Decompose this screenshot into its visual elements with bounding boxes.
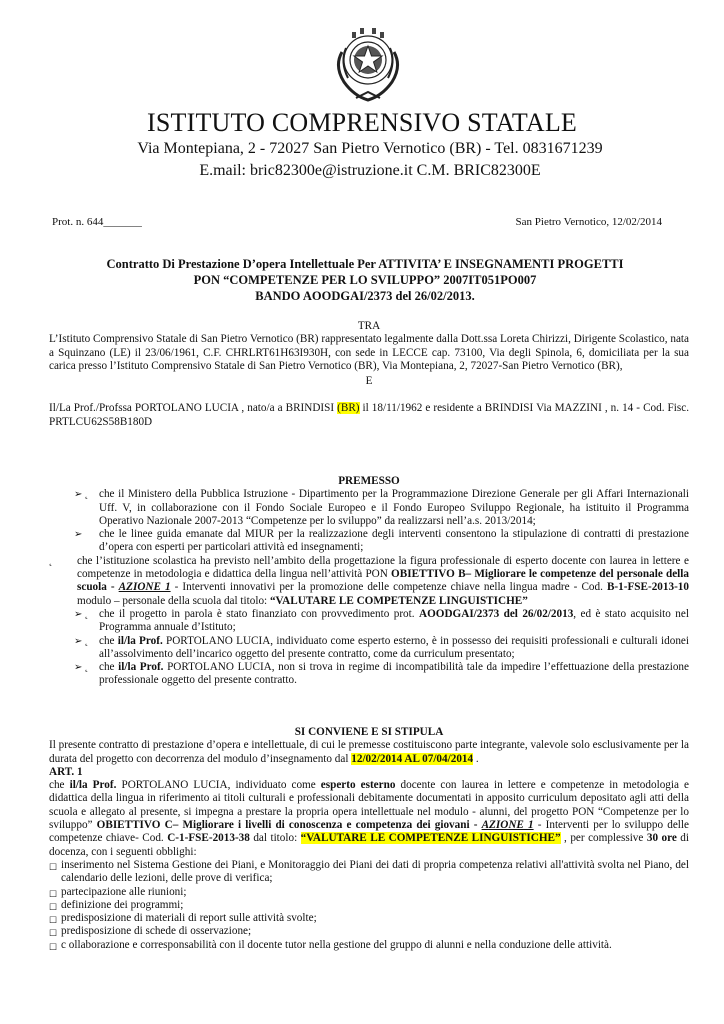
stipula-intro-a: Il presente contratto di prestazione d’opera e intellettuale, di cui le premesse costituiscono parte integrante, valevole solo esclusivamente per la durata del progetto con decorrenza del modulo d’insegnamento dal xyxy=(49,739,689,765)
premesso-item-6-a: che xyxy=(99,661,119,674)
list-item xyxy=(49,912,689,925)
list-item xyxy=(49,488,689,528)
article-text-h: - Interventi per lo sviluppo delle competenze chiave- Cod. xyxy=(49,819,689,845)
premesso-heading: PREMESSO xyxy=(338,475,400,487)
checkbox-icon: ☐ xyxy=(49,888,58,899)
checkbox-icon: ☐ xyxy=(49,901,58,912)
arrow-bullet-icon: ➢ ˛ xyxy=(74,662,89,674)
duty-text: inserimento nel Sistema Gestione dei Piani, e Monitoraggio dei Piani dei dati di propria competenza relativi all'attività svolta nel Piano, del calendario delle lezioni, delle prove di verifica; xyxy=(61,858,689,885)
article-heading: ART. 1 xyxy=(49,765,83,778)
article-text-a: che xyxy=(49,779,70,792)
contract-title-line2: PON “COMPETENZE PER LO SVILUPPO” 2007IT051PO007 xyxy=(193,273,537,287)
stipula-heading: SI CONVIENE E SI STIPULA xyxy=(294,726,444,738)
premesso-item-3-title: “VALUTARE LE COMPETENZE LINGUISTICHE” xyxy=(269,594,528,607)
article-text-azione: AZIONE 1 xyxy=(481,819,534,832)
duty-text: definizione dei programmi; xyxy=(61,898,184,911)
article-text-e: docente con laurea in lettere e competenze in metodologia e didattica della lingua in riferimento ai titoli culturali e professionali debitamente documentati in apposito curriculum depositato agli atti della scuola e allegato al presente, si impegna a prestare la propria opera intellettuale nel modulo - alunni, del progetto PON “Competenze per lo sviluppo” xyxy=(49,779,689,832)
article-text xyxy=(49,779,689,859)
premesso-item-6-c: PORTOLANO LUCIA, non si trova in regime di incompatibilità tale da impedire l’effettuazione della prestazione professionale oggetto del presente contratto. xyxy=(99,661,689,687)
article-text-objective: OBIETTIVO C– Migliorare i livelli di conoscenza e competenza dei giovani - xyxy=(96,819,482,832)
checkbox-icon: ☐ xyxy=(49,941,58,952)
article-text-l: , per complessive xyxy=(560,832,647,845)
list-item xyxy=(49,608,689,635)
arrow-bullet-icon: ➢ ˛ xyxy=(74,489,89,501)
premesso-item-6-b: il/la Prof. xyxy=(118,661,164,674)
premesso-item-5-a: che xyxy=(99,634,118,647)
expert-text-b: il 18/11/1962 e residente a BRINDISI Via MAZZINI , n. 14 - Cod. Fisc. PRTLCU62S58B180D xyxy=(49,402,689,428)
contract-title xyxy=(50,256,680,304)
protocol-number: Prot. n. 644_______ xyxy=(52,216,142,228)
expert-province-highlight: (BR) xyxy=(337,402,360,415)
premesso-item-3-d: - Interventi innovativi per la promozione delle competenze chiave nella lingua madre - Cod. xyxy=(170,581,607,594)
premesso-item-5-c: PORTOLANO LUCIA, individuato come esperto esterno, è in possesso dei requisiti professionali e culturali idonei all’assolvimento dell’incarico oggetto del presente contratto, come da curriculum presentato; xyxy=(99,634,689,660)
list-item xyxy=(49,859,689,886)
duty-text: partecipazione alle riunioni; xyxy=(61,885,187,898)
premesso-item-6 xyxy=(71,661,689,688)
stipula-intro-b: . xyxy=(473,752,479,765)
article-text-n: di docenza, con i seguenti obblighi: xyxy=(49,832,689,858)
list-item xyxy=(49,899,689,912)
list-item xyxy=(49,555,689,608)
arrow-bullet-icon: ➢ ˛ xyxy=(74,608,89,620)
contract-title-line3: BANDO AOODGAI/2373 del 26/02/2013. xyxy=(255,289,475,303)
checkbox-icon: ☐ xyxy=(49,928,58,939)
list-item xyxy=(49,661,689,688)
premesso-section xyxy=(49,475,689,688)
article-text-c: PORTOLANO LUCIA, individuato come xyxy=(116,779,321,792)
comma-bullet-icon: ˛ xyxy=(49,555,53,567)
place-date: San Pietro Vernotico, 12/02/2014 xyxy=(515,216,662,228)
premesso-item-3-azione: AZIONE 1 xyxy=(118,581,171,594)
premesso-item-2: che le linee guida emanate dal MIUR per la realizzazione degli interventi consentono la stipulazione di contratti di prestazione d’opera con esperti per particolari attività ed insegnamenti; xyxy=(99,528,689,554)
contract-title-line1: Contratto Di Prestazione D’opera Intellettuale Per ATTIVITA’ E INSEGNAMENTI PROGETTI xyxy=(106,257,624,271)
school-party-text: L’Istituto Comprensivo Statale di San Pietro Vernotico (BR) rappresentato legalmente dalla Dott.ssa Loreta Chirizzi, Dirigente Scolastico, nata a Squinzano (LE) il 23/06/1961, C.F. CHRLRT61H63I930H, con sede in LECCE cap. 73100, Via degli Spinola, 6, domiciliata per la sua carica presso l’Istituto Comprensivo Statale di San Pietro Vernotico (BR), Via Montepiana, 2, 72027-San Pietro Vernotico (BR), xyxy=(49,333,689,372)
premesso-item-3-a: che l’istituzione scolastica ha previsto nell’ambito della progettazione la figura professionale di esperto docente con laurea in lettere e competenze in metodologia e didattica della lingua nell’attività PON xyxy=(77,554,689,581)
institute-address: Via Montepiana, 2 - 72027 San Pietro Vernotico (BR) - Tel. 0831671239 xyxy=(137,140,603,157)
checkbox-icon: ☐ xyxy=(49,915,58,926)
duty-text: predisposizione di materiali di report sulle attività svolte; xyxy=(61,912,317,925)
italian-republic-emblem-icon xyxy=(330,22,406,106)
article-text-title: “VALUTARE LE COMPETENZE LINGUISTICHE” xyxy=(300,832,561,845)
article-text-hours: 30 ore xyxy=(646,832,677,845)
article-text-j: dal titolo: xyxy=(249,832,301,845)
list-item xyxy=(49,925,689,938)
premesso-item-3-objective: OBIETTIVO B– Migliorare le competenze del personale della scuola - xyxy=(77,568,689,594)
checkbox-icon: ☐ xyxy=(49,861,58,872)
premesso-item-3 xyxy=(71,555,689,608)
list-item xyxy=(49,886,689,899)
premesso-item-4-prot: AOODGAI/2373 del 26/02/2013 xyxy=(418,607,574,620)
expert-party-text xyxy=(49,402,689,429)
article-text-d: esperto esterno xyxy=(320,779,396,792)
list-item xyxy=(49,939,689,952)
arrow-bullet-icon: ➢ xyxy=(74,529,83,541)
premesso-item-5-b: il/la Prof. xyxy=(117,634,163,647)
duty-text: predisposizione di schede di osservazione; xyxy=(61,925,252,938)
e-label: E xyxy=(365,375,373,388)
institute-name: ISTITUTO COMPRENSIVO STATALE xyxy=(147,108,577,137)
duty-text: c ollaborazione e corresponsabilità con il docente tutor nella gestione del gruppo di alunni e nella conduzione delle attività. xyxy=(61,938,612,951)
premesso-item-4-a: che il progetto in parola è stato finanziato con provvedimento prot. xyxy=(99,607,419,620)
premesso-item-3-f: modulo – personale della scuola dal titolo: xyxy=(77,594,270,607)
article-text-b: il/la Prof. xyxy=(69,779,117,792)
premesso-item-4 xyxy=(71,608,689,635)
expert-text-a: Il/La Prof./Profssa PORTOLANO LUCIA , nato/a a BRINDISI xyxy=(49,402,338,415)
tra-label: TRA xyxy=(357,320,381,332)
parties-section xyxy=(49,320,689,429)
stipula-dates-highlight: 12/02/2014 AL 07/04/2014 xyxy=(351,752,474,765)
article-text-code: C-1-FSE-2013-38 xyxy=(167,832,250,845)
premesso-item-5 xyxy=(71,635,689,662)
duties-list xyxy=(49,859,689,952)
arrow-bullet-icon: ➢ ˛ xyxy=(74,635,89,647)
stipula-intro xyxy=(49,739,689,766)
list-item xyxy=(49,528,689,555)
premesso-item-4-c: , ed è stato acquisito nel Programma annuale d’Istituto; xyxy=(99,607,689,634)
list-item xyxy=(49,635,689,662)
institute-email: E.mail: bric82300e@istruzione.it C.M. BRIC82300E xyxy=(199,162,541,179)
stipula-section xyxy=(49,726,689,952)
premesso-item-1: che il Ministero della Pubblica Istruzione - Dipartimento per la Programmazione Direzione Generale per gli Affari Internazionali Uff. V, in collaborazione con il Fondo Sociale Europeo e il Fondo Europeo Sviluppo Regionale, ha istituito il Programma Operativo Nazionale 2007-2013 “Competenze per lo sviluppo” da realizzarsi nell’a.s. 2013/2014; xyxy=(99,488,689,527)
premesso-item-3-code: B-1-FSE-2013-10 xyxy=(606,581,689,594)
